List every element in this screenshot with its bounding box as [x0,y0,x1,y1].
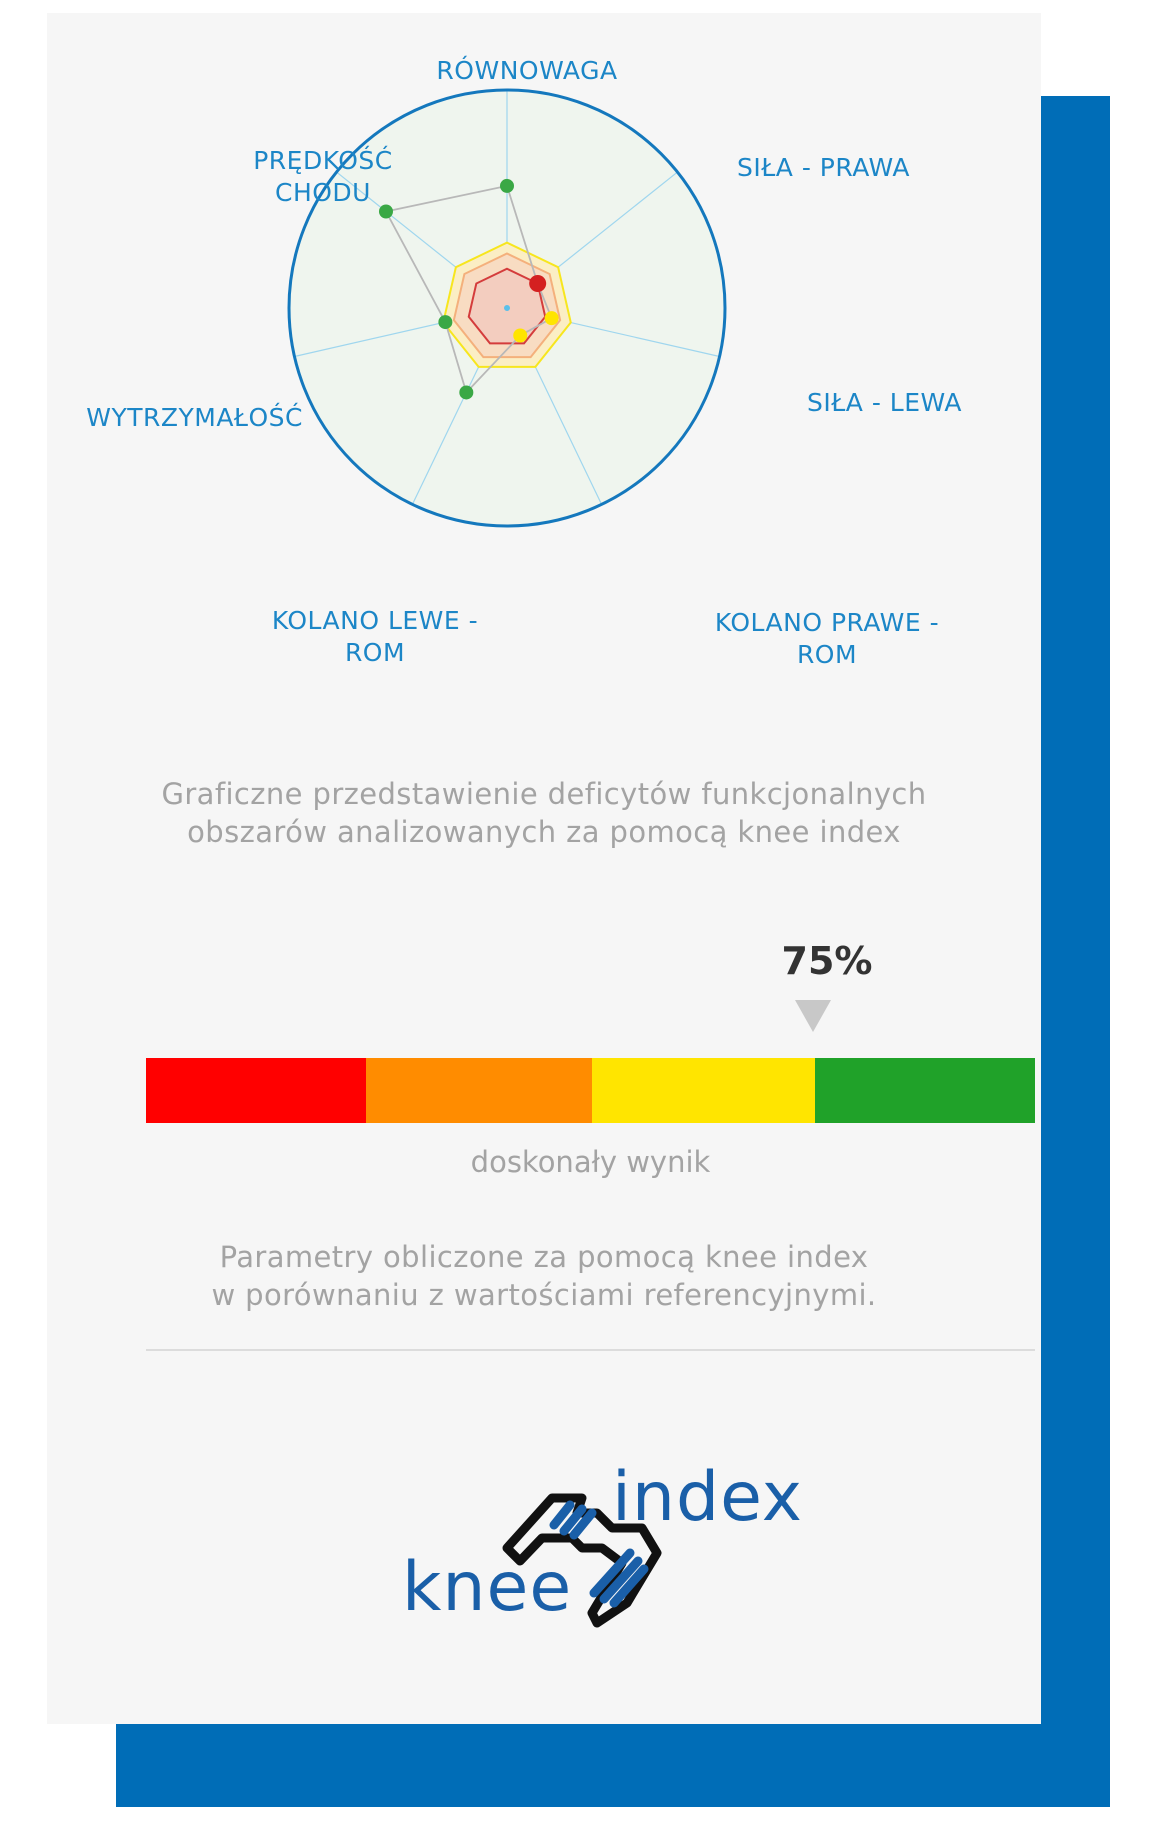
data-point-5 [438,315,452,329]
radar-axis-label-1: SIŁA - PRAWA [737,153,910,182]
radar-axis-label-2: SIŁA - LEWA [807,388,962,417]
radar-axis-label-0: RÓWNOWAGA [436,56,618,85]
divider [146,1349,1035,1351]
scale-segment-3 [815,1058,1035,1123]
parameters-caption: Parametry obliczone za pomocą knee index w porównaniu z wartościami referencyjnymi. [211,1240,877,1312]
score-caption: doskonały wynik [470,1145,711,1179]
data-point-1 [529,275,546,292]
score-scale-bar [146,1058,1035,1123]
logo-word-index: index [612,1458,804,1537]
report-card [47,13,1041,1724]
logo-word-knee: knee [402,1548,573,1627]
data-point-0 [500,179,514,193]
data-point-4 [459,385,473,399]
radar-axis-label-4: KOLANO LEWE - ROM [271,606,479,667]
radar-axis-label-6: PRĘDKOŚĆ CHODU [253,146,393,207]
data-point-2 [545,311,559,325]
scale-segment-1 [366,1058,593,1123]
radar-axis-label-3: KOLANO PRAWE - ROM [714,608,940,669]
radar-center-dot [504,305,510,311]
radar-axis-label-5: WYTRZYMAŁOŚĆ [86,403,303,432]
score-pointer-icon [795,1000,831,1032]
knee-index-logo [402,1453,822,1633]
data-point-3 [513,328,527,342]
scale-segment-2 [592,1058,814,1123]
scale-segment-0 [146,1058,366,1123]
score-value-label: 75% [781,939,873,983]
chart-caption: Graficzne przedstawienie deficytów funkcjonalnych obszarów analizowanych za pomocą knee index [161,777,927,849]
